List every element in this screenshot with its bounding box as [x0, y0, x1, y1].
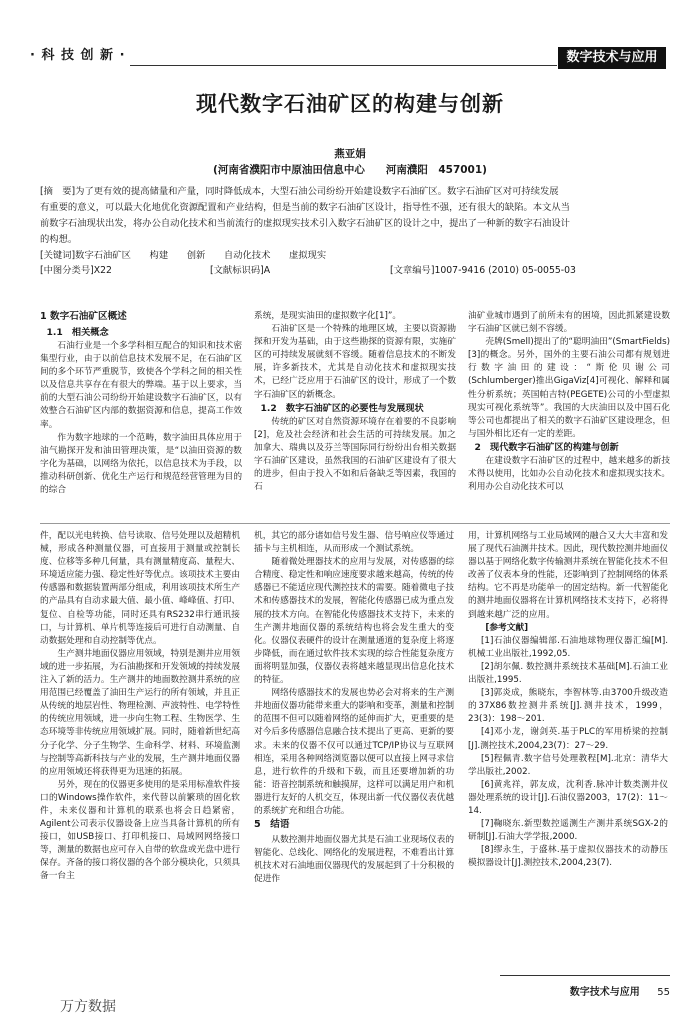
- author-name: 燕亚娟: [334, 148, 366, 160]
- body-paragraph: 机，其它的部分诸如信号发生器、信号响应仪等通过插卡与主机相连，从而形成一个测试系统。: [254, 531, 454, 555]
- reference-item: [4]邓小龙，谢剑英.基于PLC的军用桥梁的控制[J].测控技术,2004,23(7)：27～29.: [468, 727, 668, 751]
- reference-item: [1]石油仪器编辑部.石油地球物理仪器汇编[M].机械工业出版社,1992,05.: [468, 635, 668, 659]
- reference-item: [7]鞠晓东.新型数控遥测生产测井系统SGX-2的研制[J].石油大学学报,2000.: [468, 819, 668, 843]
- abstract-block: [40, 184, 658, 278]
- abstract-line: [摘 要]为了更有效的提高储量和产量，同时降低成本，大型石油公司纷纷开始建设数字石油矿区。数字石油矿区对可持续发展: [40, 186, 559, 197]
- top-column-1: [40, 310, 242, 520]
- reference-item: [3]郭炎成，熊晓东，李智林等.由3700升级改造的37X86数控测井系统[J].测井技术，1999，23(3)：198～201.: [468, 688, 668, 725]
- section-heading-2: 2 现代数字石油矿区的构建与创新: [474, 441, 619, 453]
- paper-title: 现代数字石油矿区的构建与创新: [196, 92, 504, 116]
- body-paragraph: 随着微处理器技术的应用与发展，对传感器的综合精度、稳定性和响应速度要求越来越高，传统的传感器已不能适应现代测控技术的需要。随着微电子技术和传感器技术的发展，智能化传感器已成为重点发展的技术方向。在智能化传感器技术支持下，未来的生产测井地面仪器的系统结构也将会发生重大的变化。仪器仪表硬件的设计在测量通道的复杂度上将逐步降低，而在通过软件技术实现的综合性能复杂度方面将明显加强，仪器仪表将越来越显现出信息化技术的特征。: [254, 557, 454, 686]
- section-label: · 科 技 创 新 ·: [30, 48, 126, 63]
- body-paragraph: 在建设数字石油矿区的过程中，越来越多的新技术得以使用，比如办公自动化技术和虚拟现实技术。利用办公自动化技术可以: [468, 455, 670, 493]
- body-paragraph: 网络传感器技术的发展也势必会对将来的生产测井地面仪器功能带来重大的影响和变革，测量和控制的范围不但可以随着网络的延伸而扩大，更重要的是对今后多传感器信息融合技术提出了更高、更新的要求。未来的仪器不仅可以通过TCP/IP协议与互联网相连，采用各种网络浏览器以便可以直接上网寻求信息，进行软件的升级和下载，而且还要增加新的功能：语音控制系统和触摸屏，这样可以满足用户和机器进行友好的人机交互，体现出新一代仪器仪表优越的系统扩充和组合功能。: [254, 688, 454, 816]
- section-heading-5: 5 结语: [254, 819, 290, 831]
- footer-rule: [500, 975, 670, 976]
- reference-item: [2]胡尔佩. 数控测井系统技术基础[M].石油工业出版社,1995.: [468, 661, 668, 686]
- document-code: [文献标识码]A: [210, 265, 271, 276]
- classification-row: [40, 263, 658, 278]
- watermark: 万方数据: [60, 999, 116, 1015]
- body-paragraph: 石油行业是一个多学科相互配合的知识和技术密集型行业，由于以前信息技术发展不足，在石油矿区间的多个环节严重脱节，致使各个学科之间的相关性以及信息共享存在有很大的弊端。基于以上要求，当前的大型石油公司纷纷开始建设数字石油矿区，以有效整合石油矿区内部的数据资源和信息，提高工作效率。: [40, 341, 242, 430]
- article-number: [文章编号]1007-9416 (2010) 05-0055-03: [390, 265, 576, 276]
- keywords-row: [40, 248, 658, 263]
- top-column-3: [468, 310, 670, 520]
- abstract-line: 的构想。: [40, 234, 78, 245]
- body-paragraph: 系统，是现实油田的虚拟数字化[1]”。: [254, 311, 402, 321]
- body-paragraph: 另外，现在的仪器更多使用的是采用标准软件接口的Windows操作软件，来代替以前繁琐的固化软件，未来仪器和计算机的联系也将会日趋紧密，Agilent公司表示仪器设备上应当具备计算机的所有接口，如USB接口、打印机接口、局域网网络接口等，测量的数据也应可存入自带的软盘或光盘中进行保存。齐备的接口将仪器的各个部分模块化，只须具备一台主: [40, 779, 240, 882]
- bottom-column-1: [40, 530, 240, 975]
- journal-name-box: 数字技术与应用: [558, 47, 666, 69]
- subsection-heading-1-2: 1.2 数字石油矿区的必要性与发展现状: [260, 402, 424, 414]
- body-paragraph: 生产测井地面仪器应用领域，特别是测井应用领域的进一步拓展，为石油勘探和开发领域的持续发展注入了新的活力。生产测井的地面数控测井系统的应用范围已经覆盖了油田生产运行的所有领域，并且正从传统的地层岩性、物理检测、声波特性、电学特性的传统应用领域，进一步向生物工程、生物医学、生态环境等非传统应用领域扩展。同时，随着新世纪高分子化学、分子生物学、生命科学、材料、环境监测与控制等高新科技与产业的发展，生产测井地面仪器的应用领域还将获得更为迅速的拓展。: [40, 648, 240, 777]
- page-number: 55: [657, 987, 670, 998]
- body-paragraph: 用，计算机网络与工业局域网的融合又大大丰富和发展了现代石油测井技术。因此，现代数控测井地面仪器以基于网络化数字传输测井系统在智能化技术不但改善了仪表本身的性能，还影响到了控制网络的体系结构。它不再是功能单一的固定结构。新一代智能化的测井地面仪器将在计算机网络技术支持下，必将得到越来越广泛的应用。: [468, 531, 668, 620]
- abstract-line: 有重要的意义，可以最大化地优化资源配置和产业结构，但是当前的数字石油矿区设计，指导性不强，还有很大的缺陷。本文从当: [40, 202, 570, 213]
- page-footer: [570, 983, 670, 998]
- header-rule: [130, 65, 557, 66]
- body-paragraph: 油矿业城市遇到了前所未有的困境，因此抓紧建设数字石油矿区就已刻不容缓。: [468, 311, 670, 335]
- body-paragraph: 件，配以光电转换、信号读取、信号处理以及超精机械，形成各种测量仪器，可直接用于测量或控制长度、位移等多种几何量，具有测量精度高、量程大、环境适应能力强、稳定性好等优点。该项技术主要由传感器和数据装置两部分组成，利用该项技术所生产的产品具有自动求最大值、最小值、峰峰值、打印、复位、自检等功能，同时还具有RS232串行通讯接口，与计算机、单片机等连接后可进行自动测量、自动数据处理和自动控制等优点。: [40, 531, 240, 646]
- top-column-2: [254, 310, 456, 520]
- footer-journal-name: 数字技术与应用: [569, 987, 640, 998]
- abstract-line: 前数字石油现状出发，将办公自动化技术和当前流行的虚拟现实技术引入数字石油矿区的设计之中，提出了一种新的数字石油设计: [40, 218, 570, 229]
- body-paragraph: 石油矿区是一个特殊的地理区域，主要以资源勘探和开发为基础，由于这些勘探的资源有限，实施矿区的可持续发展就刻不容缓。随着信息技术的不断发展，许多新技术，尤其是自动化技术和虚拟现实技术，已经广泛应用于石油矿区的设计，形成了一个数字石油矿区的新概念。: [254, 324, 456, 400]
- bottom-column-3: [468, 530, 668, 975]
- reference-item: [5]程佩青.数字信号处理教程[M].北京：清华大学出版社,2002.: [468, 753, 668, 777]
- author-affiliation: (河南省濮阳市中原油田信息中心 河南濮阳 457001): [213, 164, 487, 176]
- references-heading: [参考文献]: [485, 622, 529, 633]
- column-separator: [40, 523, 670, 524]
- classification-number: [中图分类号]X22: [40, 265, 112, 276]
- reference-item: [8]缪永生，于盛林.基于虚拟仪器技术的动静压模拟器设计[J].测控技术,2004,23(7).: [468, 845, 668, 869]
- body-paragraph: 壳牌(Smell)提出了的“聪明油田”(SmartFields)[3]的概念。另外，国外的主要石油公司都有规划进行数字油田的建设：“斯伦贝谢公司(Schlumberger)推出GigaViz[4]可视化、解释和属性分析系统；英国帕吉特(PEGETE)公司的小型虚拟现实可视化系统等”。我国的大庆油田以及中国石化等公司也都提出了相关的数字石油矿区建设理念，但与国外相比还有一定的差距。: [468, 337, 670, 439]
- subsection-heading-1-1: 1.1 相关概念: [46, 327, 109, 338]
- body-paragraph: 传统的矿区对自然资源环境存在着要的不良影响[2]，危及社会经济和社会生活的可持续发展。加之加拿大、瑞典以及芬兰等国际同行纷纷出台相关数据字石油矿区建设，虽然我国的石油矿区建设有了很大的进步，但由于投入不如和后备缺乏等因素，我国的石: [254, 416, 456, 493]
- body-paragraph: 作为数字地球的一个范畴，数字油田具体应用于油气勘探开发和油田管理决策，是“以油田资源的数字化为基础，以网络为依托，以信息技术为手段，以推动科研创新、优化生产运行和规范经营管理为目的的综合: [40, 432, 242, 496]
- reference-item: [6]黄兆祥，郭友成，沈利香.脉冲计数类测井仪器处理系统的设计[J].石油仪器2003，17(2)：11～14.: [468, 779, 668, 816]
- keywords: [关键词]数字石油矿区 构建 创新 自动化技术 虚拟现实: [40, 250, 327, 261]
- section-heading-1: 1 数字石油矿区概述: [40, 311, 127, 322]
- bottom-column-2: [254, 530, 454, 975]
- body-paragraph: 从数控测井地面仪器尤其是石油工业现场仪表的智能化、总线化、网络化的发展进程，不难看出计算机技术对石油地面仪器现代的发展起到了十分积极的促进作: [254, 835, 454, 885]
